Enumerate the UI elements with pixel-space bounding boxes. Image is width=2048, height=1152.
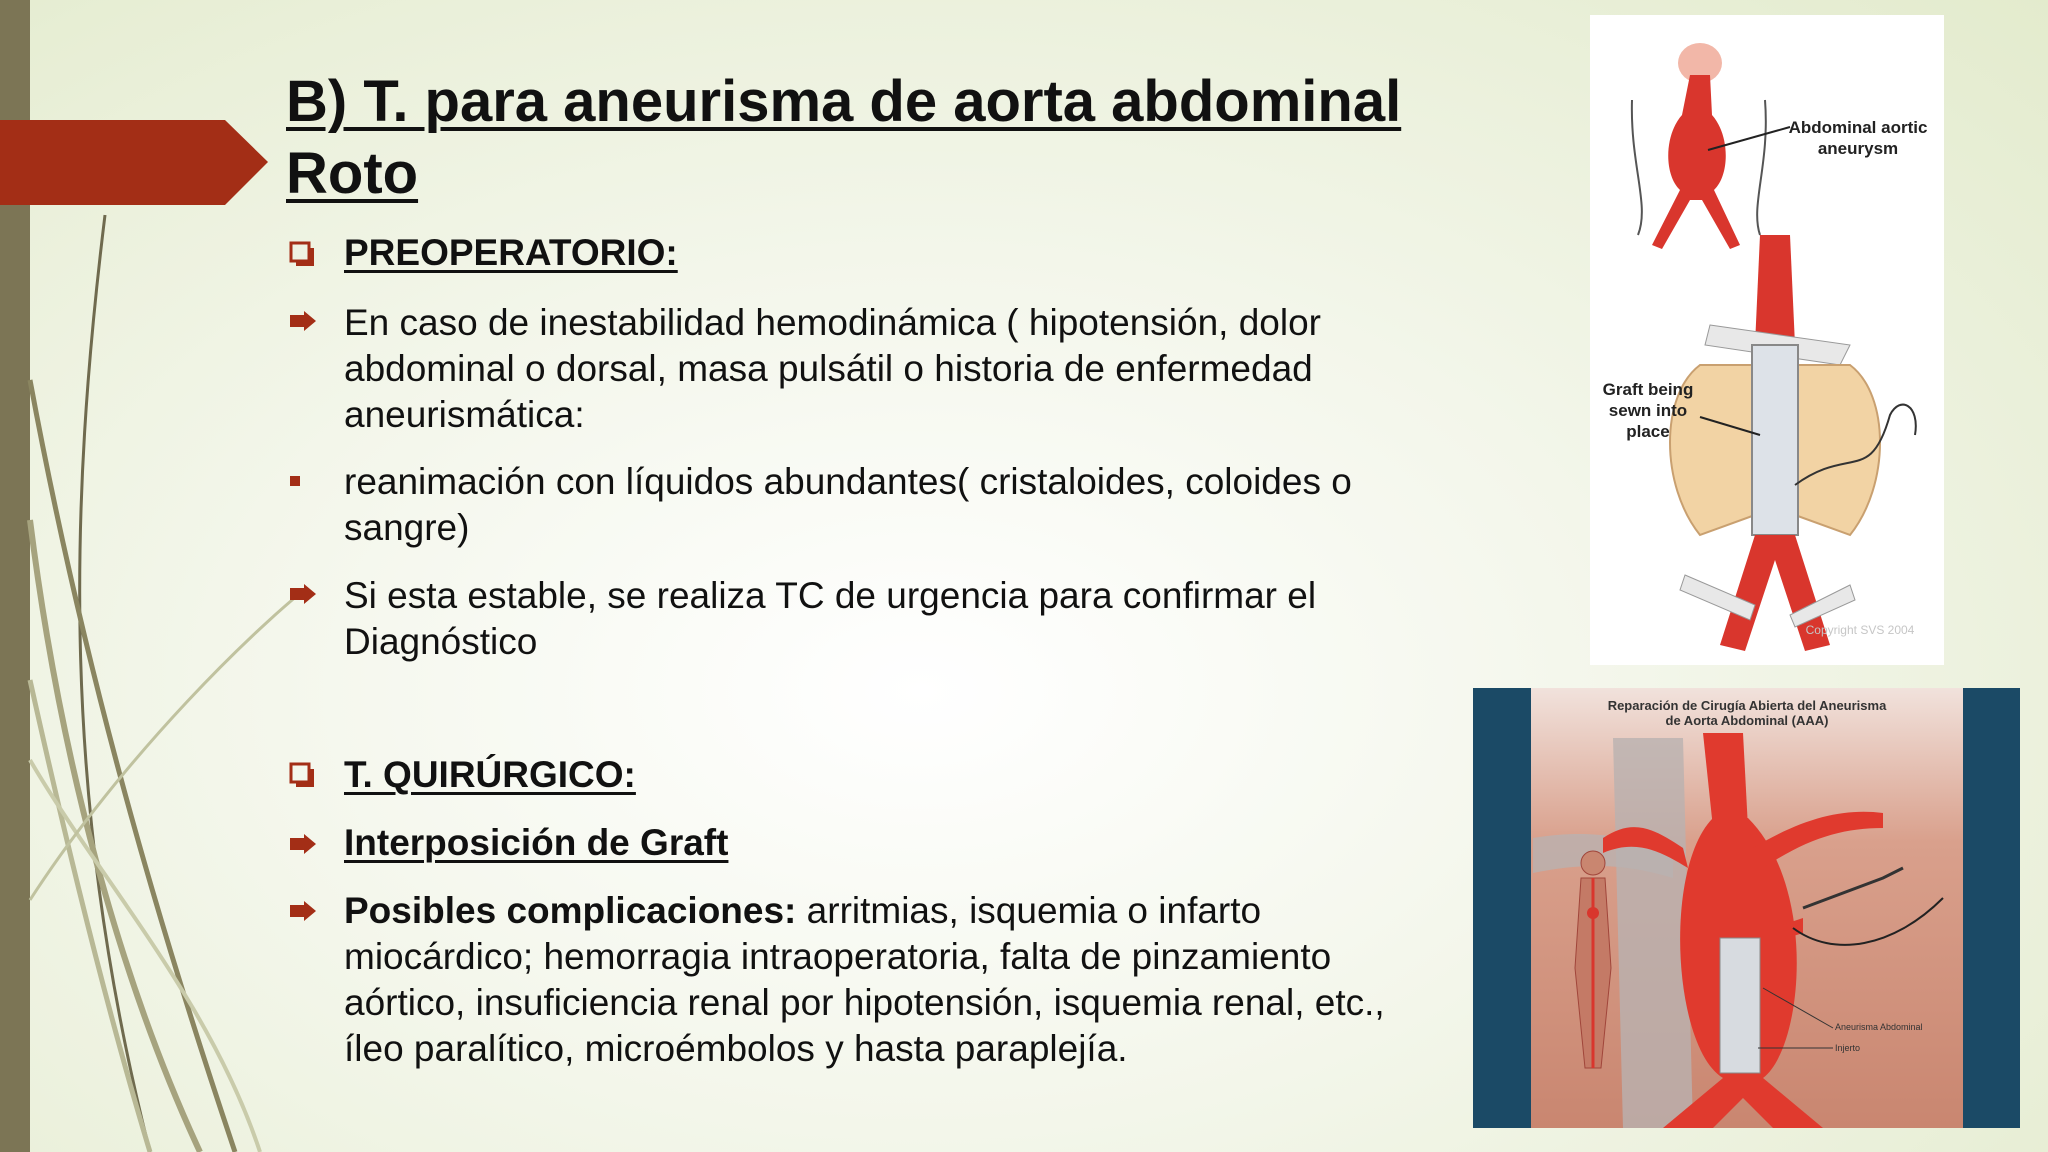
- title-arrow-accent: [0, 120, 268, 205]
- item-3-line-1: Si esta estable, se realiza TC de urgencia para confirmar el: [344, 575, 1317, 616]
- arrow-bullet-icon: [288, 310, 318, 332]
- slide-title: [286, 66, 1466, 210]
- item-3-line-2: Diagnóstico: [344, 621, 538, 662]
- item-5-line-3: aórtico, insuficiencia renal por hipotensión, isquemia renal, etc.,: [344, 982, 1385, 1023]
- copyright-text: Copyright SVS 2004: [1805, 623, 1915, 637]
- item-5-line-2: miocárdico; hemorragia intraoperatoria, falta de pinzamiento: [344, 936, 1332, 977]
- square-bullet-icon: [290, 476, 300, 486]
- checkbox-bullet-icon: [288, 761, 316, 789]
- complications-label: Posibles complicaciones:: [344, 890, 797, 931]
- aneurysm-graft-illustration: [1590, 15, 1944, 665]
- label-graft-1: Graft being: [1602, 380, 1694, 399]
- figure2-title-2: de Aorta Abdominal (AAA): [1665, 713, 1829, 728]
- label-graft-2: sewn into: [1608, 401, 1688, 420]
- checkbox-bullet-icon: [288, 240, 316, 268]
- arrow-bullet-icon: [288, 900, 318, 922]
- surgical-header: T. QUIRÚRGICO:: [344, 754, 636, 795]
- label-aneurysm-2: aneurysm: [1817, 139, 1899, 158]
- label-graft-es: Injerto: [1835, 1043, 1861, 1053]
- item-5-line-1: [344, 888, 1444, 934]
- item-5-line-4: íleo paralítico, microémbolos y hasta paraplejía.: [344, 1028, 1128, 1069]
- preop-header: PREOPERATORIO:: [344, 232, 678, 273]
- item-2-line-1: reanimación con líquidos abundantes( cristaloides, coloides o: [344, 461, 1352, 502]
- figure2-title-1: Reparación de Cirugía Abierta del Aneurisma: [1607, 698, 1887, 713]
- item-1-line-2: abdominal o dorsal, masa pulsátil o historia de enfermedad: [344, 348, 1313, 389]
- item-1-line-3: aneurismática:: [344, 394, 585, 435]
- complications-text: arritmias, isquemia o infarto: [796, 890, 1262, 931]
- item-1-line-1: En caso de inestabilidad hemodinámica ( hipotensión, dolor: [344, 302, 1321, 343]
- aaa-repair-drawing: [1473, 688, 2020, 1128]
- arrow-bullet-icon: [288, 583, 318, 605]
- arrow-bullet-icon: [288, 833, 318, 855]
- title-line-2: Roto: [286, 141, 419, 206]
- title-line-1: B) T. para aneurisma de aorta abdominal: [286, 69, 1402, 134]
- aaa-repair-illustration: [1473, 688, 2020, 1128]
- label-graft-3: place: [1626, 422, 1670, 441]
- aneurysm-drawing: [1590, 15, 1944, 665]
- item-2-line-2: sangre): [344, 507, 470, 548]
- label-aneurysm-1: Abdominal aortic: [1788, 118, 1928, 137]
- graft-item: Interposición de Graft: [344, 822, 729, 863]
- label-aneurysm-es: Aneurisma Abdominal: [1835, 1022, 1923, 1032]
